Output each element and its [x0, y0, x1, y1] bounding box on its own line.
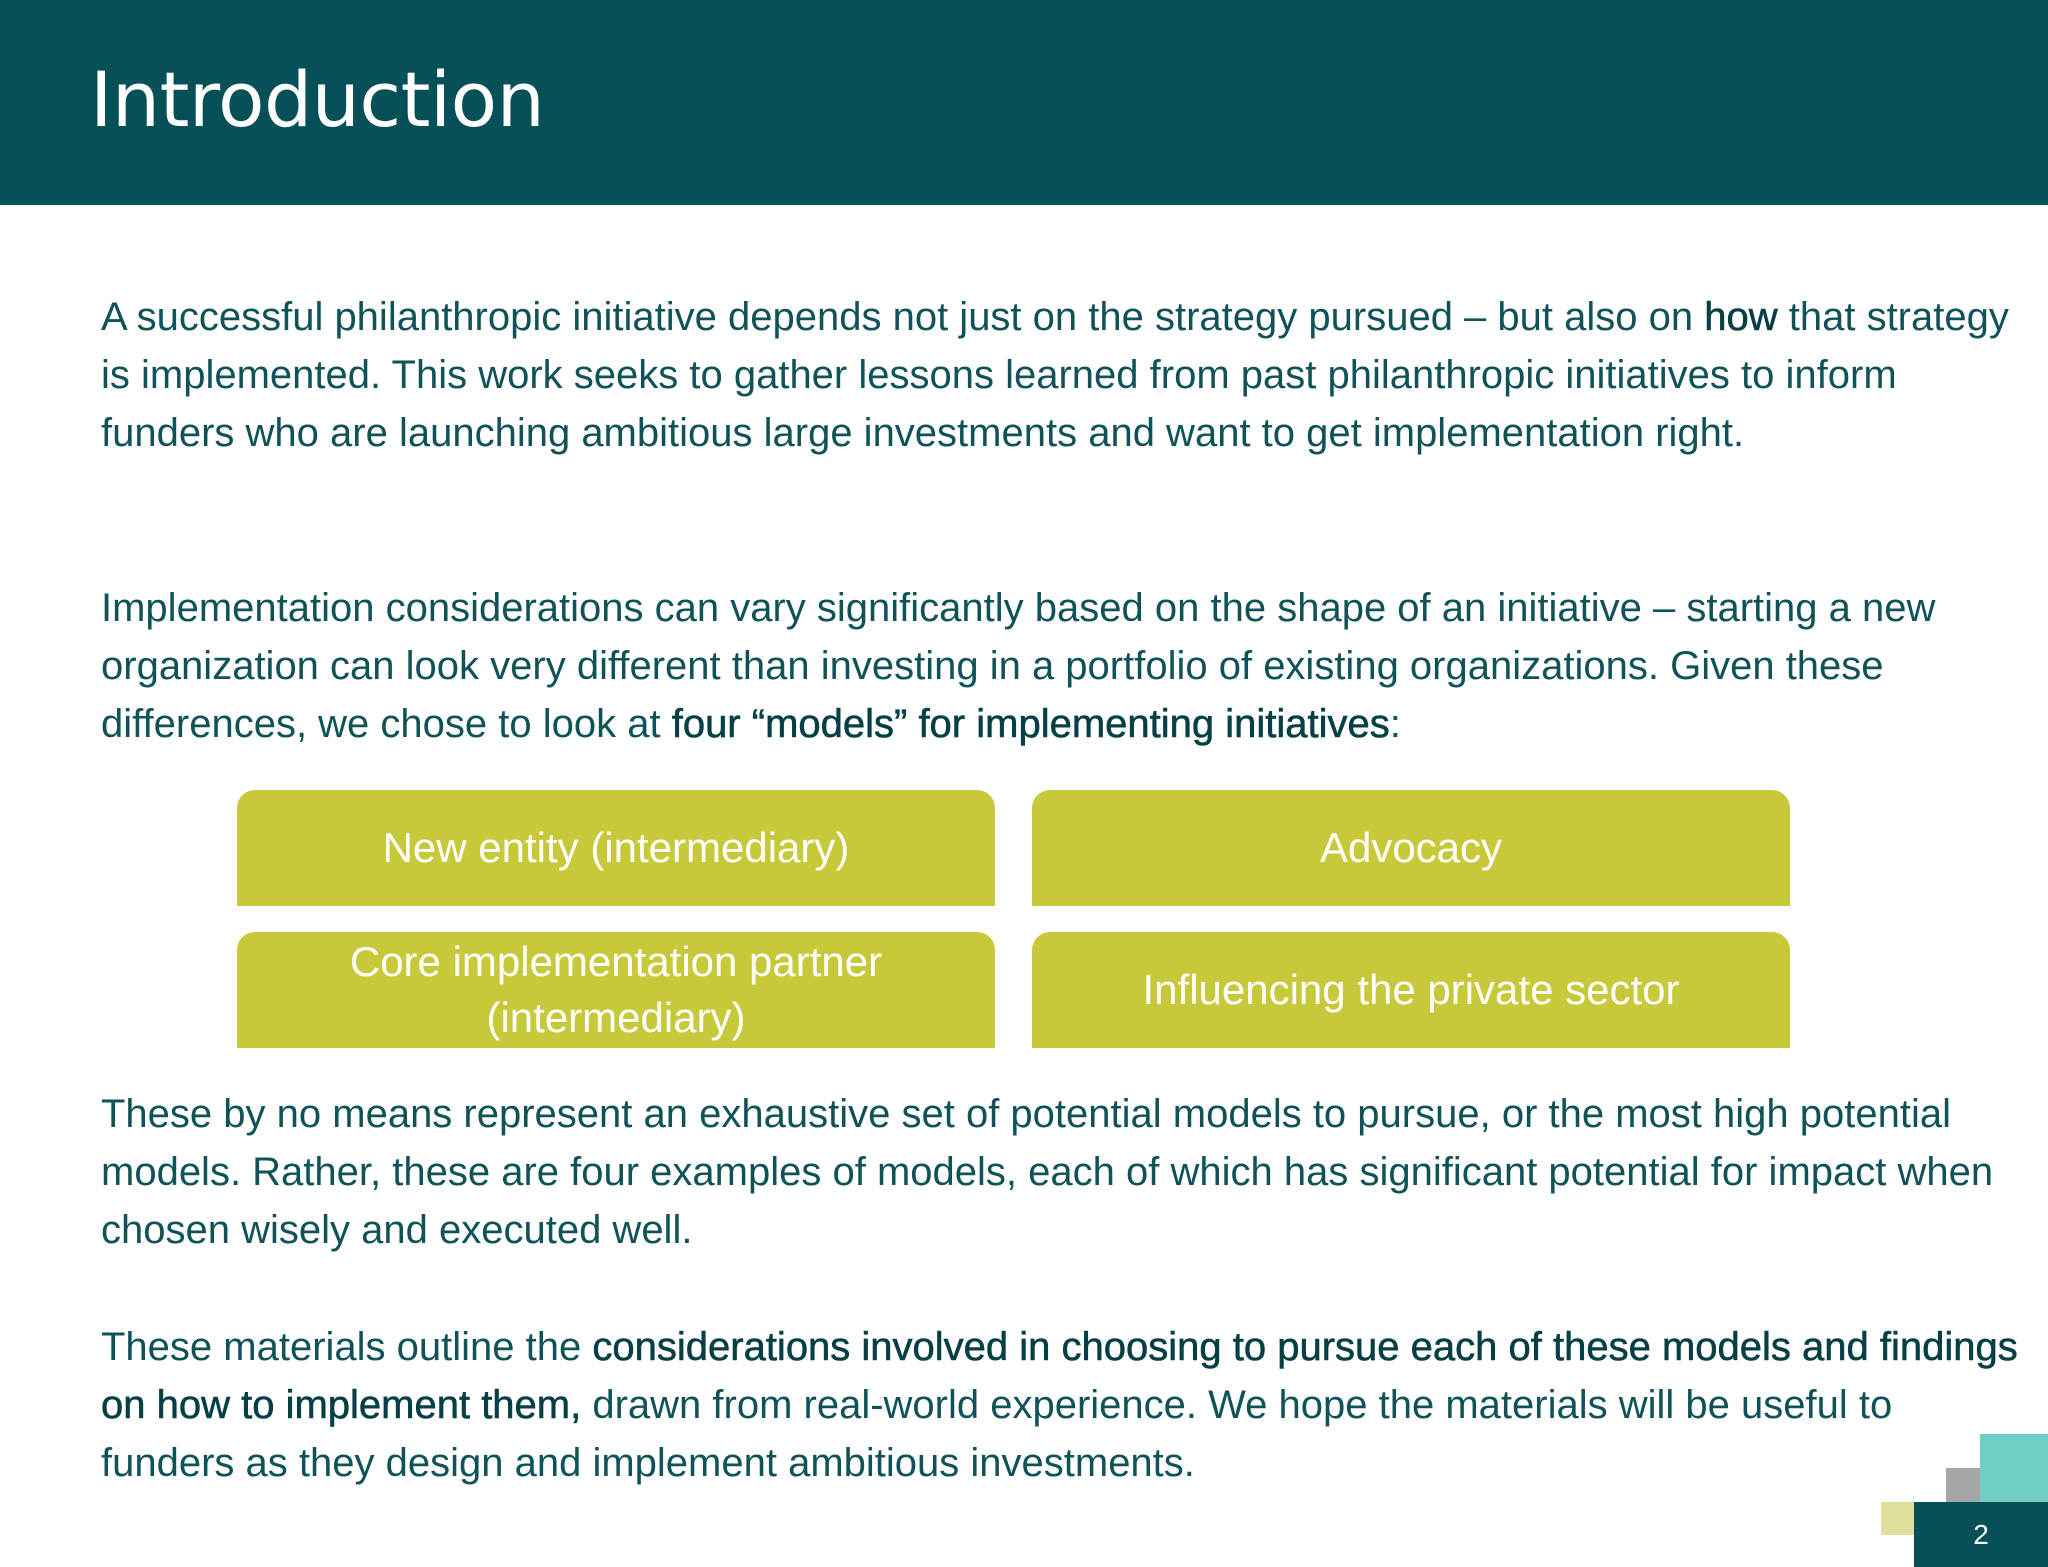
- emphasis-considerations: considerations involved in choosing to pursue each of these models and findings on how to implement them,: [101, 1325, 2018, 1427]
- emphasis-how: how: [1704, 295, 1778, 339]
- emphasis-four-models: four “models” for implementing initiatives: [671, 702, 1390, 746]
- intro-paragraph-1: [101, 288, 2021, 462]
- paragraph-text: :: [1389, 702, 1401, 746]
- paragraph-text: A successful philanthropic initiative depends not just on the strategy pursued – but also on: [101, 295, 1705, 339]
- paragraph-text: These materials outline the: [101, 1325, 593, 1369]
- page-title: Introduction: [90, 55, 545, 144]
- decor-square-yellow: [1881, 1502, 1914, 1535]
- decor-square-gray: [1946, 1468, 1980, 1502]
- model-box-influencing-private-sector: Influencing the private sector: [1032, 932, 1790, 1048]
- model-box-new-entity: New entity (intermediary): [237, 790, 995, 906]
- page-number: 2: [1973, 1518, 1989, 1550]
- paragraph-text: These by no means represent an exhaustive set of potential models to pursue, or the most high potential models. Rather, these are four examples of models, each of which has significant potential for impact when chosen wisely and executed well.: [101, 1092, 1994, 1252]
- paragraph-text: Implementation considerations can vary significantly based on the shape of an initiative – starting a new organization can look very different than investing in a portfolio of existing organizations. Given these differences, we chose to look at: [101, 586, 1936, 746]
- header-bar: [0, 0, 2048, 205]
- paragraph-text: drawn from real-world experience. We hope the materials will be useful to funders as they design and implement ambitious investments.: [101, 1383, 1893, 1485]
- paragraph-text: that strategy is implemented. This work seeks to gather lessons learned from past philanthropic initiatives to inform funders who are launching ambitious large investments and want to get implementation right.: [101, 295, 2009, 455]
- intro-paragraph-2: [101, 579, 2021, 753]
- decor-square-teal: [1980, 1434, 2048, 1504]
- model-box-core-implementation-partner: Core implementation partner (intermediary): [237, 932, 995, 1048]
- model-box-advocacy: Advocacy: [1032, 790, 1790, 906]
- intro-paragraph-4: [101, 1318, 2021, 1492]
- intro-paragraph-3: [101, 1085, 2021, 1259]
